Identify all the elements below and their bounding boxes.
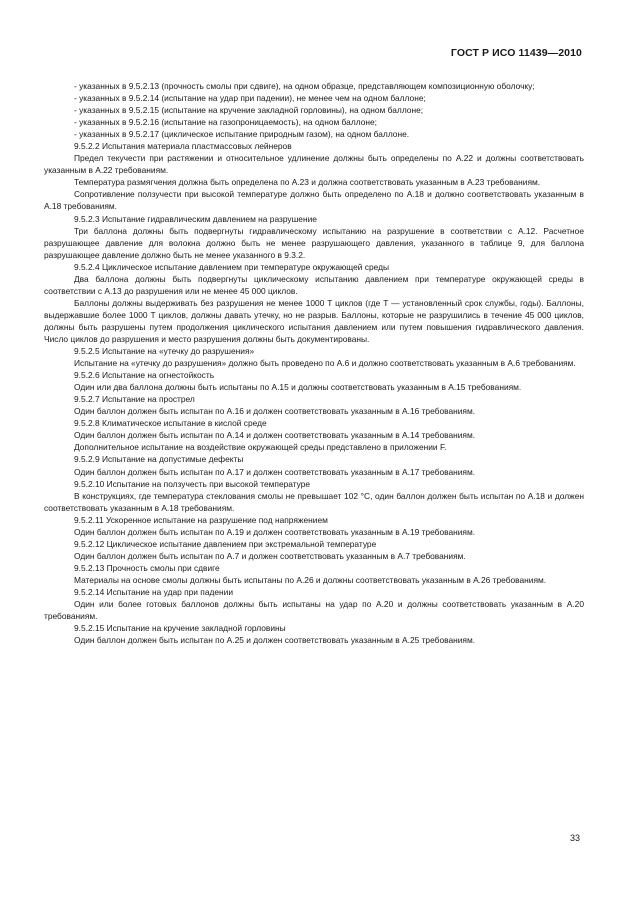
section-heading: 9.5.2.7 Испытание на прострел xyxy=(74,394,195,405)
section-heading: 9.5.2.10 Испытание на ползучесть при высокой температуре xyxy=(74,478,311,489)
paragraph: Один или два баллона должны быть испытаны по А.15 и должны соответствовать указанным в А.15 требованиям. xyxy=(74,382,522,393)
paragraph: Два баллона должны быть подвергнуты циклическому испытанию давлением при температуре окружающей среды в соответствии с А.13 до разрушения или не менее 45 000 циклов. xyxy=(44,273,584,296)
list-item: - указанных в 9.5.2.15 (испытание на кручение закладной горловины), на одном баллоне; xyxy=(74,105,424,116)
document-body xyxy=(44,80,584,646)
list-item: - указанных в 9.5.2.16 (испытание на газопроницаемость), на одном баллоне; xyxy=(74,117,377,128)
list-item: - указанных в 9.5.2.13 (прочность смолы при сдвиге), на одном образце, представляющем композиционную оболочку; xyxy=(74,81,535,91)
paragraph: Дополнительное испытание на воздействие окружающей среды представлено в приложении F. xyxy=(74,442,447,453)
paragraph: Материалы на основе смолы должны быть испытаны по А.26 и должны соответствовать указанным в А.26 требованиям. xyxy=(74,574,547,585)
paragraph: Баллоны должны выдерживать без разрушения не менее 1000 T циклов (где T — установленный срок службы, годы). Баллоны, выдержавшие более 1000 T циклов, должны давать утечку, но не разрыв. Баллоны, которые не разрушились в течение 45 000 циклов, должны быть разрушены путем продолжения циклического испытания давлением или путем повышения гидравлического давления. Число циклов до разрушения и место разрушения должны быть документированы. xyxy=(44,297,584,344)
paragraph: Один баллон должен быть испытан по А.17 и должен соответствовать указанным в А.17 требованиям. xyxy=(74,466,476,477)
paragraph: Температура размягчения должна быть определена по А.23 и должна соответствовать указанным в А.23 требованиям. xyxy=(74,177,541,188)
page-header: ГОСТ Р ИСО 11439—2010 xyxy=(450,47,582,59)
section-heading: 9.5.2.9 Испытание на допустимые дефекты xyxy=(74,454,244,465)
page-number: 33 xyxy=(569,833,580,843)
section-heading: 9.5.2.12 Циклическое испытание давлением при экстремальной температуре xyxy=(74,538,377,549)
section-heading: 9.5.2.8 Климатическое испытание в кислой среде xyxy=(74,418,267,429)
paragraph: Один или более готовых баллонов должны быть испытаны на удар по А.20 и должны соответствовать указанным в А.20 требованиям. xyxy=(44,599,584,622)
list-item: - указанных в 9.5.2.14 (испытание на удар при падении), не менее чем на одном баллоне; xyxy=(74,93,426,104)
section-heading: 9.5.2.15 Испытание на кручение закладной горловины xyxy=(74,623,286,634)
paragraph: В конструкциях, где температура стеклования смолы не превышает 102 °С, один баллон должен быть испытан по А.18 и должен соответствовать указанным в А.18 требованиям. xyxy=(44,490,584,513)
section-heading: 9.5.2.3 Испытание гидравлическим давлением на разрушение xyxy=(74,213,317,224)
section-heading: 9.5.2.11 Ускоренное испытание на разрушение под напряжением xyxy=(74,514,328,525)
paragraph: Один баллон должен быть испытан по А.16 и должен соответствовать указанным в А.16 требованиям. xyxy=(74,406,476,417)
section-heading: 9.5.2.2 Испытания материала пластмассовых лейнеров xyxy=(74,141,292,152)
section-heading: 9.5.2.6 Испытание на огнестойкость xyxy=(74,370,215,381)
paragraph: Предел текучести при растяжении и относительное удлинение должны быть определены по А.22 и должны соответствовать указанным в А.22 требованиям. xyxy=(44,153,584,176)
paragraph: Три баллона должны быть подвергнуты гидравлическому испытанию на разрушение в соответствии с А.12. Расчетное разрушающее давление для волокна должно быть не менее разрушающего давления, указанного в таблице 9, для баллона разрушающее давление должно быть не менее указанного в 9.3.2. xyxy=(44,225,584,260)
paragraph: Один баллон должен быть испытан по А.25 и должен соответствовать указанным в А.25 требованиям. xyxy=(74,635,476,646)
paragraph: Один баллон должен быть испытан по А.19 и должен соответствовать указанным в А.19 требованиям. xyxy=(74,526,476,537)
paragraph: Один баллон должен быть испытан по А.7 и должен соответствовать указанным в А.7 требованиям. xyxy=(74,550,466,561)
section-heading: 9.5.2.5 Испытание на «утечку до разрушения» xyxy=(74,346,255,357)
section-heading: 9.5.2.13 Прочность смолы при сдвиге xyxy=(74,562,220,573)
paragraph: Сопротивление ползучести при высокой температуре должно быть определено по А.18 и должно соответствовать указанным в А.18 требованиям. xyxy=(44,189,584,212)
paragraph: Один баллон должен быть испытан по А.14 и должен соответствовать указанным в А.14 требованиям. xyxy=(74,430,476,441)
section-heading: 9.5.2.14 Испытание на удар при падении xyxy=(74,586,234,597)
list-item: - указанных в 9.5.2.17 (циклическое испытание природным газом), на одном баллоне. xyxy=(74,129,410,140)
section-heading: 9.5.2.4 Циклическое испытание давлением при температуре окружающей среды xyxy=(74,261,389,272)
paragraph: Испытание на «утечку до разрушения» должно быть проведено по А.6 и должно соответствовать указанным в А.6 требованиям. xyxy=(74,358,576,369)
